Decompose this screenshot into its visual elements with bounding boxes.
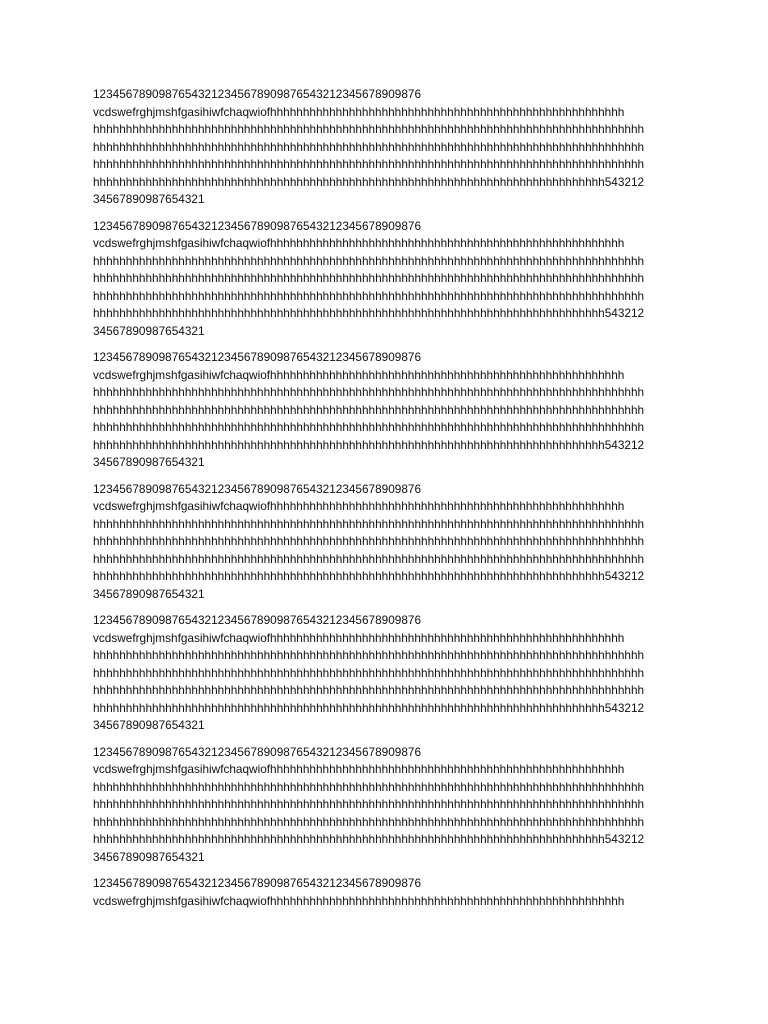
text-line: vcdswefrghjmshfgasihiwfchaqwiofhhhhhhhhhhhhhhhhhhhhhhhhhhhhhhhhhhhhhhhhhhhhhhhhhhhhhh — [93, 499, 625, 513]
text-line: 12345678909876543212345678909876543212345678909876 — [93, 481, 422, 496]
text-line: hhhhhhhhhhhhhhhhhhhhhhhhhhhhhhhhhhhhhhhhhhhhhhhhhhhhhhhhhhhhhhhhhhhhhhhhhhhhhhhhhhhh — [93, 253, 645, 268]
text-line: vcdswefrghjmshfgasihiwfchaqwiofhhhhhhhhhhhhhhhhhhhhhhhhhhhhhhhhhhhhhhhhhhhhhhhhhhhhhh — [93, 893, 625, 908]
text-line: hhhhhhhhhhhhhhhhhhhhhhhhhhhhhhhhhhhhhhhhhhhhhhhhhhhhhhhhhhhhhhhhhhhhhhhhhhhhhhhhhhhh — [93, 683, 645, 697]
text-line: vcdswefrghjmshfgasihiwfchaqwiofhhhhhhhhhhhhhhhhhhhhhhhhhhhhhhhhhhhhhhhhhhhhhhhhhhhhhh — [93, 104, 625, 119]
text-line: 12345678909876543212345678909876543212345678909876 — [93, 350, 422, 364]
text-line: hhhhhhhhhhhhhhhhhhhhhhhhhhhhhhhhhhhhhhhhhhhhhhhhhhhhhhhhhhhhhhhhhhhhhhhhhhhhhhhhhhhh — [93, 420, 645, 434]
text-line: hhhhhhhhhhhhhhhhhhhhhhhhhhhhhhhhhhhhhhhhhhhhhhhhhhhhhhhhhhhhhhhhhhhhhhhhhhhhhhhhhhhh — [93, 402, 645, 417]
text-line: vcdswefrghjmshfgasihiwfchaqwiofhhhhhhhhhhhhhhhhhhhhhhhhhhhhhhhhhhhhhhhhhhhhhhhhhhhhhh — [93, 762, 625, 776]
text-line: 34567890987654321 — [93, 586, 205, 601]
text-line: hhhhhhhhhhhhhhhhhhhhhhhhhhhhhhhhhhhhhhhhhhhhhhhhhhhhhhhhhhhhhhhhhhhhhhhhhhhhhhhhhhhh — [93, 157, 645, 171]
text-line: 34567890987654321 — [93, 849, 205, 864]
text-line: 34567890987654321 — [93, 718, 205, 732]
text-line: hhhhhhhhhhhhhhhhhhhhhhhhhhhhhhhhhhhhhhhhhhhhhhhhhhhhhhhhhhhhhhhhhhhhhhhhhhhhhhhhhhhh — [93, 139, 645, 154]
text-line: 12345678909876543212345678909876543212345678909876 — [93, 613, 422, 627]
text-line: hhhhhhhhhhhhhhhhhhhhhhhhhhhhhhhhhhhhhhhhhhhhhhhhhhhhhhhhhhhhhhhhhhhhhhhhhhhhhhhhhhhh — [93, 551, 645, 566]
text-line: hhhhhhhhhhhhhhhhhhhhhhhhhhhhhhhhhhhhhhhhhhhhhhhhhhhhhhhhhhhhhhhhhhhhhhhhhhhhhh543212 — [93, 437, 645, 452]
text-line: 34567890987654321 — [93, 192, 205, 206]
text-line: hhhhhhhhhhhhhhhhhhhhhhhhhhhhhhhhhhhhhhhhhhhhhhhhhhhhhhhhhhhhhhhhhhhhhhhhhhhhhhhhhhhh — [93, 779, 645, 794]
text-line: hhhhhhhhhhhhhhhhhhhhhhhhhhhhhhhhhhhhhhhhhhhhhhhhhhhhhhhhhhhhhhhhhhhhhhhhhhhhhh543212 — [93, 306, 645, 320]
paragraph — [93, 86, 693, 209]
text-line: hhhhhhhhhhhhhhhhhhhhhhhhhhhhhhhhhhhhhhhhhhhhhhhhhhhhhhhhhhhhhhhhhhhhhhhhhhhhhh543212 — [93, 569, 645, 583]
text-line: hhhhhhhhhhhhhhhhhhhhhhhhhhhhhhhhhhhhhhhhhhhhhhhhhhhhhhhhhhhhhhhhhhhhhhhhhhhhhhhhhhhh — [93, 271, 645, 285]
text-line: hhhhhhhhhhhhhhhhhhhhhhhhhhhhhhhhhhhhhhhhhhhhhhhhhhhhhhhhhhhhhhhhhhhhhhhhhhhhhhhhhhhh — [93, 385, 645, 399]
text-line: hhhhhhhhhhhhhhhhhhhhhhhhhhhhhhhhhhhhhhhhhhhhhhhhhhhhhhhhhhhhhhhhhhhhhhhhhhhhhh543212 — [93, 832, 645, 846]
text-line: hhhhhhhhhhhhhhhhhhhhhhhhhhhhhhhhhhhhhhhhhhhhhhhhhhhhhhhhhhhhhhhhhhhhhhhhhhhhhhhhhhhh — [93, 122, 645, 136]
text-line: 34567890987654321 — [93, 323, 205, 338]
text-line: 12345678909876543212345678909876543212345678909876 — [93, 87, 422, 101]
text-line: vcdswefrghjmshfgasihiwfchaqwiofhhhhhhhhhhhhhhhhhhhhhhhhhhhhhhhhhhhhhhhhhhhhhhhhhhhhhh — [93, 236, 625, 250]
text-line: vcdswefrghjmshfgasihiwfchaqwiofhhhhhhhhhhhhhhhhhhhhhhhhhhhhhhhhhhhhhhhhhhhhhhhhhhhhhh — [93, 367, 625, 382]
text-line: 12345678909876543212345678909876543212345678909876 — [93, 218, 422, 233]
text-line: hhhhhhhhhhhhhhhhhhhhhhhhhhhhhhhhhhhhhhhhhhhhhhhhhhhhhhhhhhhhhhhhhhhhhhhhhhhhhh543212 — [93, 700, 645, 715]
text-line: hhhhhhhhhhhhhhhhhhhhhhhhhhhhhhhhhhhhhhhhhhhhhhhhhhhhhhhhhhhhhhhhhhhhhhhhhhhhhhhhhhhh — [93, 534, 645, 548]
text-line: 34567890987654321 — [93, 455, 205, 469]
text-line: 12345678909876543212345678909876543212345678909876 — [93, 744, 422, 759]
paragraph — [93, 481, 693, 604]
paragraph — [93, 875, 693, 910]
text-line: hhhhhhhhhhhhhhhhhhhhhhhhhhhhhhhhhhhhhhhhhhhhhhhhhhhhhhhhhhhhhhhhhhhhhhhhhhhhhhhhhhhh — [93, 814, 645, 829]
paragraph — [93, 218, 693, 341]
document-body — [93, 86, 693, 919]
text-line: vcdswefrghjmshfgasihiwfchaqwiofhhhhhhhhhhhhhhhhhhhhhhhhhhhhhhhhhhhhhhhhhhhhhhhhhhhhhh — [93, 630, 625, 645]
text-line: hhhhhhhhhhhhhhhhhhhhhhhhhhhhhhhhhhhhhhhhhhhhhhhhhhhhhhhhhhhhhhhhhhhhhhhhhhhhhh543212 — [93, 174, 645, 189]
text-line: hhhhhhhhhhhhhhhhhhhhhhhhhhhhhhhhhhhhhhhhhhhhhhhhhhhhhhhhhhhhhhhhhhhhhhhhhhhhhhhhhhhh — [93, 648, 645, 662]
paragraph — [93, 744, 693, 867]
text-line: hhhhhhhhhhhhhhhhhhhhhhhhhhhhhhhhhhhhhhhhhhhhhhhhhhhhhhhhhhhhhhhhhhhhhhhhhhhhhhhhhhhh — [93, 516, 645, 531]
text-line: 12345678909876543212345678909876543212345678909876 — [93, 876, 422, 890]
text-line: hhhhhhhhhhhhhhhhhhhhhhhhhhhhhhhhhhhhhhhhhhhhhhhhhhhhhhhhhhhhhhhhhhhhhhhhhhhhhhhhhhhh — [93, 797, 645, 811]
text-line: hhhhhhhhhhhhhhhhhhhhhhhhhhhhhhhhhhhhhhhhhhhhhhhhhhhhhhhhhhhhhhhhhhhhhhhhhhhhhhhhhhhh — [93, 288, 645, 303]
text-line: hhhhhhhhhhhhhhhhhhhhhhhhhhhhhhhhhhhhhhhhhhhhhhhhhhhhhhhhhhhhhhhhhhhhhhhhhhhhhhhhhhhh — [93, 665, 645, 680]
paragraph — [93, 612, 693, 735]
paragraph — [93, 349, 693, 472]
